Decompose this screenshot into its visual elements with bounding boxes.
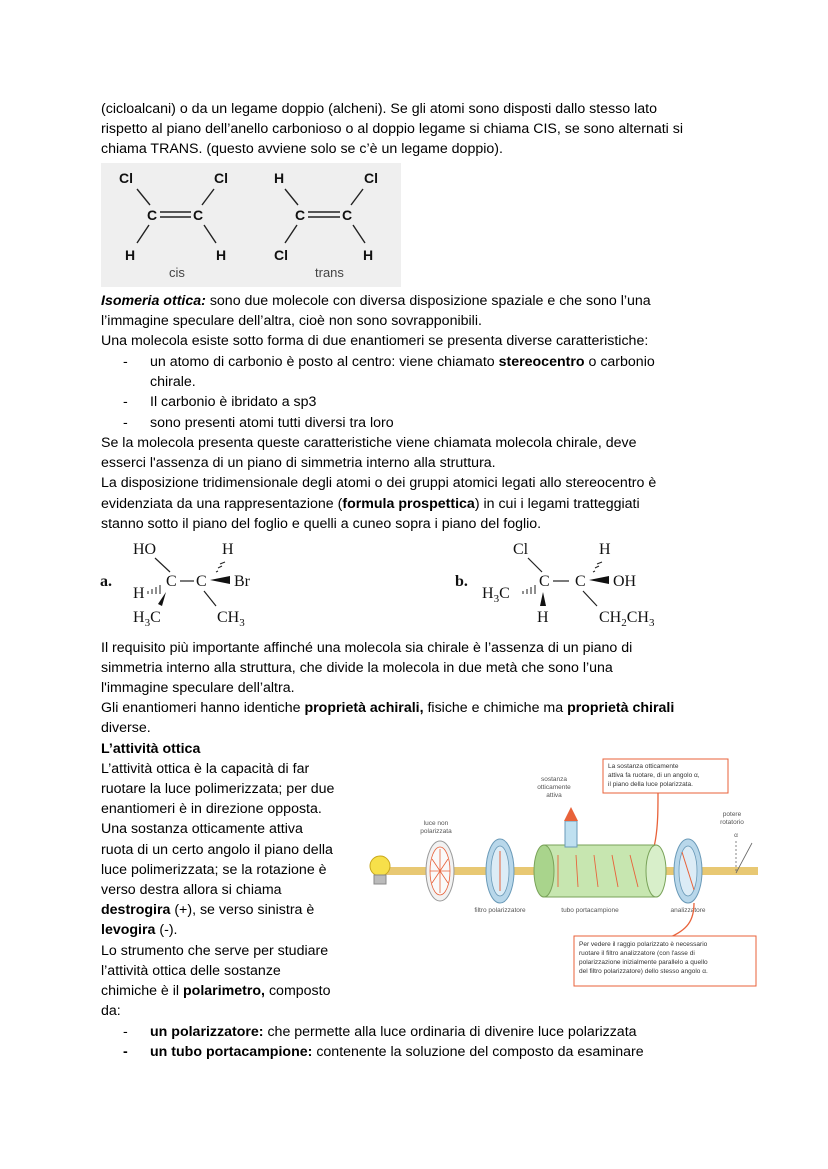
optical-isomerism-line-2: l’immagine speculare dell’altra, cioè non sono sovrapponibili. [101,313,482,329]
label-luce-2: polarizzata [420,828,452,835]
requirement-line-3: l'immagine speculare dell’altra. [101,680,295,696]
optical-isomerism-heading: Isomeria ottica: [101,293,206,309]
intro-line-2: rispetto al piano dell’anello carbonioso o al doppio legame si chiama CIS, se sono alternati si [101,121,684,137]
cis-cl-top-left: Cl [119,170,133,186]
formula-b-h-top: H [599,541,611,558]
optical-activity-line-11: l’attività ottica delle sostanze [101,963,281,979]
optical-isomerism-line-3: Una molecola esiste sotto forma di due enantiomeri se presenta diverse caratteristiche: [101,333,649,349]
optical-activity-line-4: Una sostanza otticamente attiva [101,821,303,837]
note-top-line-2: attiva fa ruotare, di un angolo α, [608,772,700,779]
formula-a-c1: C [166,573,177,590]
label-sostanza-2: otticamente [537,784,571,791]
formula-b-h3c: $H_3C$ [482,585,510,605]
intro-line-3: chiama TRANS. (questo avviene solo se c’è un legame doppio). [101,141,503,157]
intro-line-1: (cicloalcani) o da un legame doppio (alcheni). Se gli atomi sono disposti dallo stesso lato [101,101,657,117]
optical-activity-line-9: levogira (-). [101,922,178,938]
optical-activity-line-5: ruota di un certo angolo il piano della [101,842,333,858]
formula-a-h-top: H [222,541,234,558]
chiral-line-1: Se la molecola presenta queste caratteristiche viene chiamata molecola chirale, deve [101,435,637,451]
note-bottom-line-1: Per vedere il raggio polarizzato è necessario [579,941,708,948]
trans-cl-top-right: Cl [364,170,378,186]
cis-label: cis [169,265,185,280]
bullet-dash: - [123,394,128,410]
optical-activity-heading: L’attività ottica [101,741,201,757]
requirement-line-1: Il requisito più importante affinché una molecola sia chirale è l’assenza di un piano di [101,640,633,656]
cis-h-bottom-left: H [125,247,136,263]
note-bottom-line-3: polarizzazione inizialmente parallelo a quello [579,959,708,966]
formula-a-br: Br [234,573,250,590]
label-luce-1: luce non [423,820,449,827]
perspective-formula-b [455,536,685,628]
label-sostanza-1: sostanza [540,776,568,783]
requirement-line-2: simmetria interno alla struttura, che divide la molecola in due metà che sono l’una [101,660,613,676]
optical-activity-line-2: ruotare la luce polimerizzata; per due [101,781,335,797]
component-dash: - [123,1024,128,1040]
bullet-sp3: Il carbonio è ibridato a sp3 [150,394,317,410]
trans-h-bottom-right: H [363,247,374,263]
optical-isomerism-line-1: Isomeria ottica: sono due molecole con diversa disposizione spaziale e che sono l’una [101,293,651,309]
optical-activity-line-1: L’attività ottica è la capacità di far [101,761,310,777]
note-top-line-3: il piano della luce polarizzata. [608,781,693,788]
label-analizzatore: analizzatore [670,907,706,914]
component-tubo-portacampione: un tubo portacampione: contenente la soluzione del composto da esaminare [150,1044,644,1060]
chiral-line-2: esserci l'assenza di un piano di simmetria interno alla struttura. [101,455,496,471]
sample-tube-icon [534,807,666,897]
note-top-line-1: La sostanza otticamente [608,763,679,770]
formula-b-c2: C [575,573,586,590]
optical-activity-line-12: chimiche è il polarimetro, composto [101,983,331,999]
bullet-stereocentro-cont: chirale. [150,374,196,390]
disposition-line-2: evidenziata da una rappresentazione (formula prospettica) in cui i legami tratteggiati [101,496,640,512]
cis-h-bottom-right: H [216,247,227,263]
component-dash: - [123,1044,128,1060]
polarizer-filter-icon [486,839,514,903]
analyzer-filter-icon [674,839,702,903]
formula-a-ch3: $CH_3$ [217,609,245,629]
requirement-line-4: Gli enantiomeri hanno identiche proprietà achirali, fisiche e chimiche ma proprietà chirali [101,700,675,716]
formula-b-ch2ch3: $CH_2CH_3$ [599,609,655,629]
unpolarized-light-disk-icon [426,841,454,901]
label-alpha: α [734,832,738,839]
component-polarizzatore: un polarizzatore: che permette alla luce ordinaria di divenire luce polarizzata [150,1024,637,1040]
bullet-stereocentro: un atomo di carbonio è posto al centro: viene chiamato stereocentro o carbonio [150,354,655,370]
optical-activity-line-3: enantiomeri è in direzione opposta. [101,801,322,817]
formula-b-c1: C [539,573,550,590]
cis-c-left: C [147,207,158,223]
formula-a-c2: C [196,573,207,590]
bullet-dash: - [123,354,128,370]
label-potere-1: potere [722,811,742,818]
light-bulb-icon [370,856,390,884]
formula-b-oh: OH [613,573,637,590]
note-bottom-line-4: del filtro polarizzatore) dello stesso angolo α. [579,968,708,975]
cis-cl-top-right: Cl [214,170,228,186]
trans-c-right: C [342,207,353,223]
disposition-line-1: La disposizione tridimensionale degli atomi o dei gruppi atomici legati allo stereocentro è [101,475,657,491]
cis-c-right: C [193,207,204,223]
optical-activity-line-8: destrogira (+), se verso sinistra è [101,902,315,918]
formula-b-cl: Cl [513,541,529,558]
perspective-formula-a [100,536,290,628]
trans-c-left: C [295,207,306,223]
disposition-line-3: stanno sotto il piano del foglio e quelli a cuneo sopra i piano del foglio. [101,516,542,532]
formula-b-label: b. [455,573,468,590]
trans-h-top-left: H [274,170,285,186]
label-potere-2: rotatorio [720,819,744,826]
optical-activity-line-7: verso destra allora si chiama [101,882,282,898]
optical-activity-line-6: luce polimerizzata; se la rotazione è [101,862,327,878]
formula-b-h-bottom: H [537,609,549,626]
formula-a-h3c: $H_3C$ [133,609,161,629]
trans-cl-bottom-left: Cl [274,247,288,263]
bullet-dash: - [123,415,128,431]
bullet-atomi-diversi: sono presenti atomi tutti diversi tra loro [150,415,394,431]
cis-trans-figure [101,163,401,287]
label-sostanza-3: attiva [546,792,562,799]
note-bottom-line-2: ruotare il filtro analizzatore (con l'asse di [579,950,695,957]
optical-activity-line-13: da: [101,1003,121,1019]
formula-a-label: a. [100,573,112,590]
formula-a-ho: HO [133,541,157,558]
polarimeter-figure [368,755,760,990]
trans-label: trans [315,265,344,280]
label-tubo: tubo portacampione [561,907,619,914]
optical-activity-line-10: Lo strumento che serve per studiare [101,943,329,959]
requirement-line-5: diverse. [101,720,151,736]
label-filtro: filtro polarizzatore [474,907,526,914]
formula-a-h-left: H [133,585,145,602]
